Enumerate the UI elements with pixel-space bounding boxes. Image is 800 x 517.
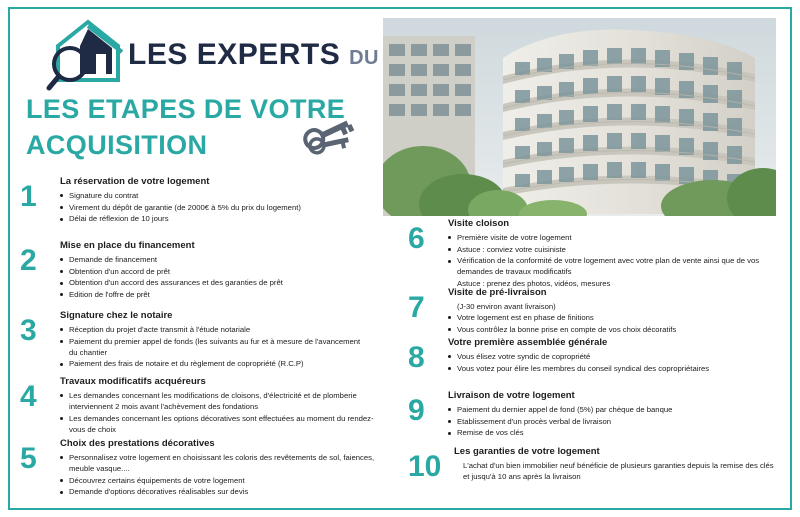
list-item: Votre logement est en phase de finitions [448,312,780,323]
step-number: 7 [408,291,425,324]
step-subtitle: (J-30 environ avant livraison) [457,302,556,311]
step-footnote: Astuce : prenez des photos, vidéos, mesures [457,279,611,289]
list-item: Paiement du dernier appel de fond (5%) par chèque de banque [448,404,780,415]
step-item [20,176,360,225]
list-item: Edition de l'offre de prêt [60,289,360,300]
step-bullets [60,190,360,224]
step-item [408,218,780,289]
step-subtitle: L'achat d'un bien immobilier neuf bénéficie de plusieurs garanties depuis la remise des clés et jusqu'à 10 ans après la livraison [463,461,774,482]
step-bullets [448,232,780,278]
step-bullets [448,404,780,438]
list-item: Paiement du premier appel de fonds (les suivants au fur et à mesure de l'avancement du chantier [60,336,370,358]
step-item [408,446,780,482]
list-item: Vous contrôlez la bonne prise en compte de vos choix décoratifs [448,324,780,335]
step-title: Signature chez le notaire [60,310,173,321]
list-item: Réception du projet d'acte transmit à l'étude notariale [60,324,370,335]
house-magnifier-logo-icon [44,18,126,94]
step-bullets [60,324,370,370]
step-item [408,287,780,335]
list-item: Première visite de votre logement [448,232,780,243]
step-item [20,438,375,498]
list-item: Paiement des frais de notaire et du règlement de copropriété (R.C.P) [60,358,370,369]
step-title: Visite de pré-livraison [448,287,547,298]
list-item: Demande d'options décoratives réalisables sur devis [60,486,375,497]
list-item: Astuce : conviez votre cuisiniste [448,244,780,255]
step-title: Les garanties de votre logement [454,446,600,457]
step-number: 2 [20,244,37,277]
list-item: Demande de financement [60,254,360,265]
list-item: Les demandes concernant les options décoratives sont effectuées au moment du rendez-vous de choix [60,413,380,435]
step-item [408,337,780,374]
list-item: Vous élisez votre syndic de copropriété [448,351,780,362]
list-item: Remise de vos clés [448,427,780,438]
step-title: La réservation de votre logement [60,176,210,187]
step-bullets [60,452,375,498]
step-item [20,310,370,370]
brand-logo [24,18,379,94]
list-item: Virement du dépôt de garantie (de 2000€ à 5% du prix du logement) [60,202,360,213]
keys-icon [300,112,360,158]
step-title: Votre première assemblée générale [448,337,608,348]
step-number: 8 [408,341,425,374]
logo-word-du: DU [349,47,379,69]
step-item [20,376,380,436]
step-title: Visite cloison [448,218,510,229]
building-photo [383,18,776,216]
list-item: Délai de réflexion de 10 jours [60,213,360,224]
list-item: Découvrez certains équipements de votre logement [60,475,375,486]
step-bullets [448,351,780,374]
list-item: Les demandes concernant les modifications de cloisons, d'électricité et de plomberie interviennent 2 mois avant l'achèvement des fondations [60,390,380,412]
step-number: 6 [408,222,425,255]
step-title: Choix des prestations décoratives [60,438,215,449]
logo-word-experts: EXPERTS [196,38,341,71]
list-item: Etablissement d'un procès verbal de livraison [448,416,780,427]
step-title: Mise en place du financement [60,240,195,251]
list-item: Personnalisez votre logement en choisissant les coloris des revêtements de sol, faiences, meuble vasque.... [60,452,375,474]
step-bullets [448,312,780,335]
step-bullets [60,390,380,435]
step-number: 3 [20,314,37,347]
step-bullets [60,254,360,300]
list-item: Signature du contrat [60,190,360,201]
step-title: Travaux modificatifs acquéreurs [60,376,206,387]
step-number: 9 [408,394,425,427]
list-item: Obtention d'un accord des assurances et des garanties de prêt [60,277,360,288]
list-item: Vérification de la conformité de votre logement avec votre plan de vente ainsi que de vos demandes de travaux modificatifs [448,255,780,277]
page-title: LES ETAPES DE VOTRE ACQUISITION [26,94,346,160]
list-item: Vous votez pour élire les membres du conseil syndical des copropriétaires [448,363,780,374]
step-number: 1 [20,180,37,213]
step-item [20,240,360,301]
list-item: Obtention d'un accord de prêt [60,266,360,277]
step-title: Livraison de votre logement [448,390,575,401]
logo-word-les: LES [128,38,188,71]
step-number: 10 [408,450,442,483]
step-number: 4 [20,380,37,413]
step-item [408,390,780,439]
step-number: 5 [20,442,37,475]
